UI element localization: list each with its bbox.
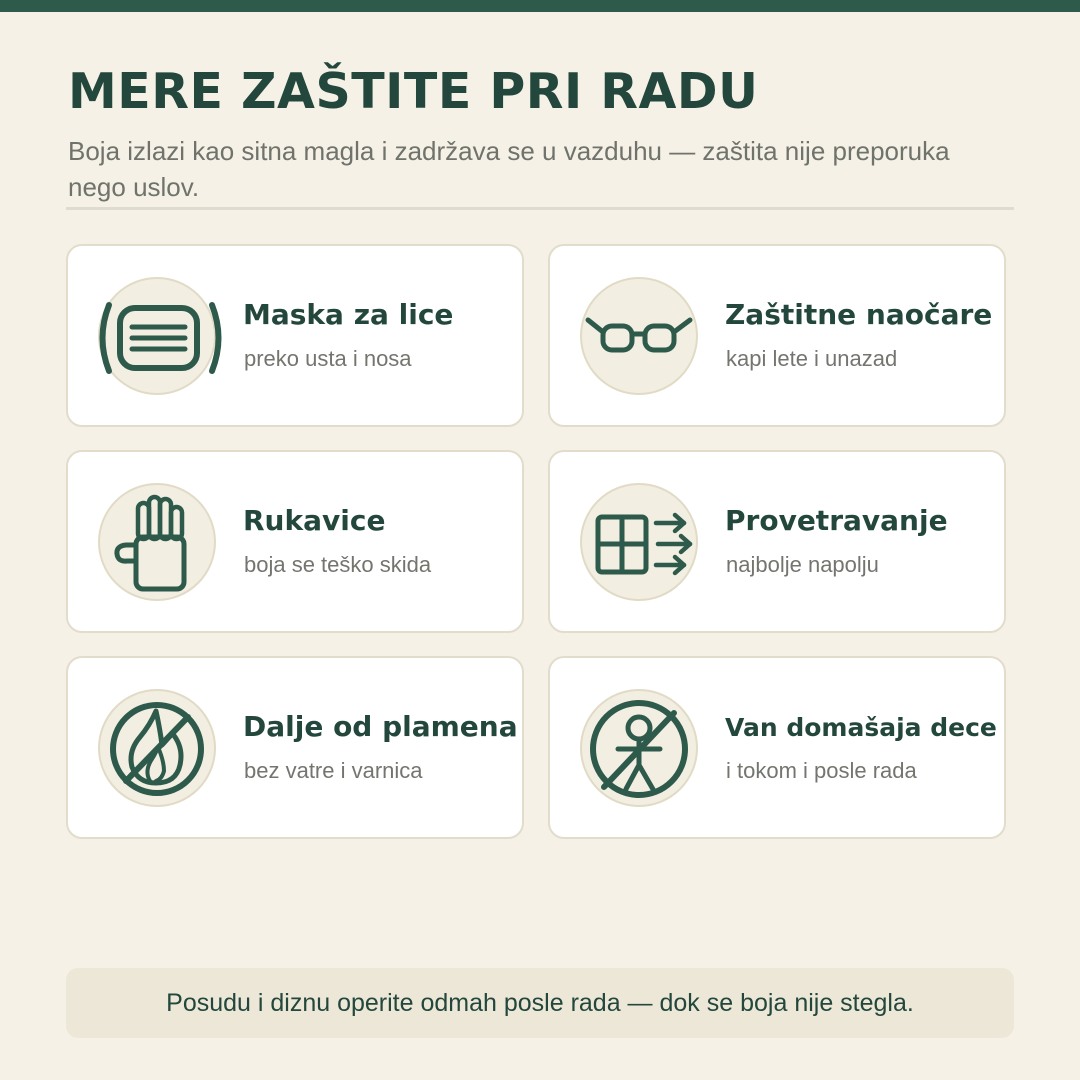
card-subtitle: boja se teško skida xyxy=(244,552,432,577)
card-ventilation xyxy=(548,450,1006,633)
card-title: Van domašaja dece xyxy=(725,713,997,742)
safety-glasses-icon xyxy=(580,277,698,395)
card-title: Provetravanje xyxy=(725,504,948,537)
card-no-flame xyxy=(66,656,524,839)
header-divider xyxy=(66,207,1014,210)
glove-icon xyxy=(98,483,216,601)
card-subtitle: kapi lete i unazad xyxy=(726,346,898,371)
card-title: Dalje od plamena xyxy=(243,710,518,743)
page-title: MERE ZAŠTITE PRI RADU xyxy=(68,63,759,120)
footer-note xyxy=(66,968,1014,1038)
footer-text: Posudu i diznu operite odmah posle rada — dok se boja nije stegla. xyxy=(166,988,914,1017)
card-subtitle: preko usta i nosa xyxy=(244,346,412,371)
card-subtitle: i tokom i posle rada xyxy=(726,758,917,783)
page-subtitle: Boja izlazi kao sitna magla i zadržava se u vazduhu — zaštita nije preporuka nego uslov. xyxy=(68,136,950,202)
window-airflow-icon xyxy=(580,483,698,601)
card-no-children xyxy=(548,656,1006,839)
card-face-mask xyxy=(66,244,524,427)
face-mask-icon xyxy=(98,277,216,395)
card-subtitle: bez vatre i varnica xyxy=(244,758,423,783)
no-children-icon xyxy=(580,689,698,807)
card-subtitle: najbolje napolju xyxy=(726,552,879,577)
card-safety-glasses xyxy=(548,244,1006,427)
top-accent-bar xyxy=(0,0,1080,12)
card-title: Rukavice xyxy=(243,504,386,537)
card-gloves xyxy=(66,450,524,633)
card-title: Zaštitne naočare xyxy=(725,298,993,331)
no-flame-icon xyxy=(98,689,216,807)
card-title: Maska za lice xyxy=(243,298,454,331)
